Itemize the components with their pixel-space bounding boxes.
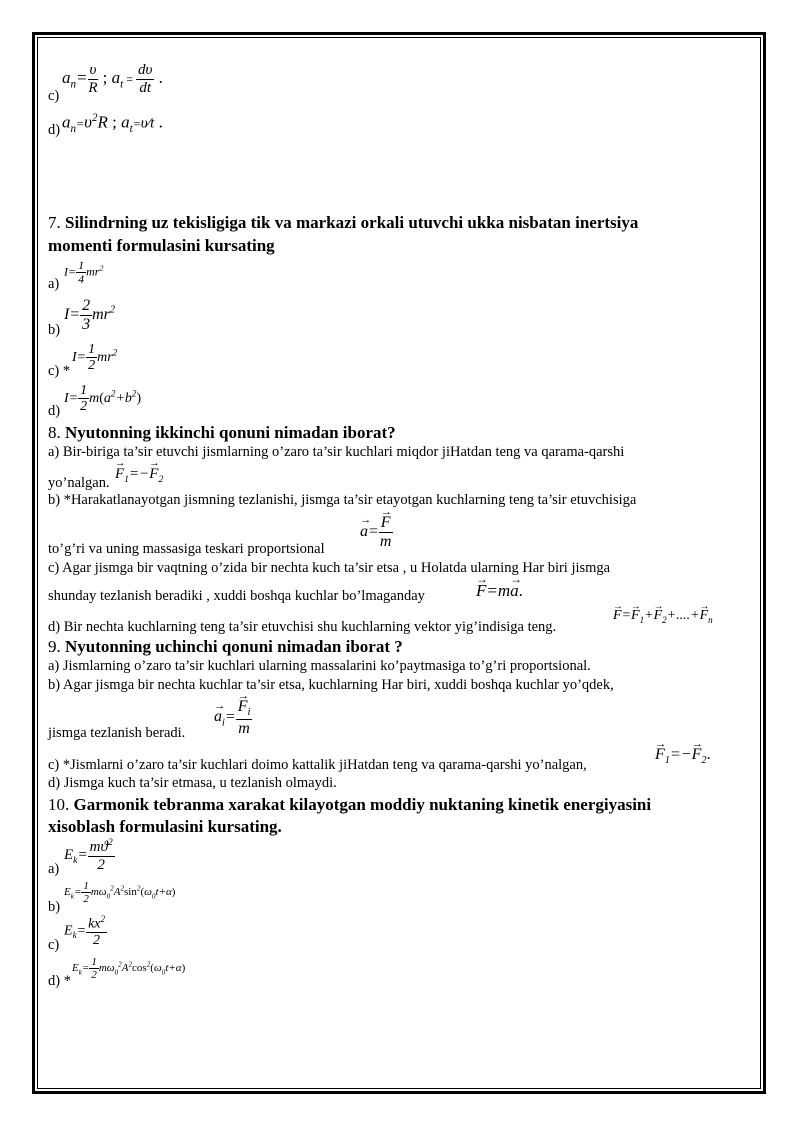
q10-question: 10. Garmonik tebranma xarakat kilayotgan moddiy nuktaning kinetik energiyasini: [48, 795, 652, 814]
q8-option-b-formula: → a= → $\frac{F}{m}$: [360, 514, 393, 550]
q8-option-a-line2: yo’nalgan.: [48, 475, 110, 491]
q9-option-c: c) *Jismlarni o’zaro ta’sir kuchlari doimo kattalik jiHatdan teng va qarama-qarshi yo’nalgan,: [48, 757, 587, 773]
q7-option-c-formula: I= $\frac{1}{2}$ $mr^2$: [72, 342, 118, 374]
q9-option-c-formula: → $F_1=-\to F_2$.: [655, 746, 711, 766]
q9-option-b: b) Agar jismga bir nechta kuchlar ta’sir etsa, kuchlarning Har biri, xuddi boshqa kuchlar yo’qdek,: [48, 677, 614, 693]
q8-option-c-formula: → F=m→ a.: [476, 581, 523, 601]
q8-option-b-line2: to’g’ri va uning massasiga teskari proportsional: [48, 541, 325, 557]
q8-option-b: b) *Harakatlanayotgan jismning tezlanishi, jismga ta’sir etayotgan kuchlarning teng ta’sir etuvchisiga: [48, 492, 637, 508]
q7-option-d-formula: I= $\frac{1}{2}$ $m(a^2+b^2)$: [64, 383, 142, 415]
q10-option-d-label: d) *: [48, 973, 71, 989]
q7-option-b-label: b): [48, 322, 61, 338]
q7-option-c-label: c) *: [48, 363, 71, 379]
q6-option-d-label: d): [48, 122, 61, 138]
q7-question: 7. Silindrning uz tekisligiga tik va markazi orkali utuvchi ukka nisbatan inertsiya: [48, 213, 639, 232]
q7-option-b-formula: I= $\frac{2}{3}$ $mr^2$: [64, 297, 116, 333]
q10-option-c-formula: $E_k=$ $\frac{kx^2}{2}$: [64, 914, 106, 949]
q10-option-d-formula: $E_k=$ $\frac{1}{2}$ $m\omega_0^2A^2\cos^2(\omega_0t+\alpha)$: [72, 956, 186, 982]
q7-option-a-formula: I= $\frac{1}{4}$ $mr^2$: [64, 258, 104, 287]
q10-question-line2: xisoblash formulasini kursating.: [48, 817, 282, 836]
q7-question-line2: momenti formulasini kursating: [48, 236, 275, 255]
q8-option-a: a) Bir-biriga ta’sir etuvchi jismlarning o’zaro ta’sir kuchlari miqdor jiHatdan teng va qarama-qarshi: [48, 444, 625, 460]
q8-option-d: d) Bir nechta kuchlarning teng ta’sir etuvchisi shu kuchlarning vektor yig’indisiga teng.: [48, 619, 557, 635]
q10-option-c-label: c): [48, 937, 60, 953]
q6-option-d-formula: $a_n=\upsilon^2R$ ; $a_t=\upsilon⁄t$ .: [62, 112, 163, 136]
q10-option-a-formula: $E_k=$ $\frac{mϑ^2}{2}$: [64, 837, 113, 873]
q9-option-d: d) Jismga kuch ta’sir etmasa, u tezlanish olmaydi.: [48, 775, 337, 791]
q6-option-c-formula: $a_n=$ $\frac{\upsilon}{R}$ ; $a_t$ = $\frac{d\upsilon}{dt}$ .: [62, 62, 163, 96]
q7-option-a-label: a): [48, 276, 60, 292]
q9-option-b-line2: jismga tezlanish beradi.: [48, 725, 186, 741]
q10-option-b-formula: $E_k=$ $\frac{1}{2}$ $m\omega_0^2A^2\sin^2(\omega_0t+\alpha)$: [64, 880, 176, 906]
q7-option-d-label: d): [48, 403, 61, 419]
q8-question: 8. Nyutonning ikkinchi qonuni nimadan iborat?: [48, 423, 396, 442]
q10-option-b-label: b): [48, 899, 61, 915]
q8-option-a-formula: → $F_1=-\to F_2$: [115, 466, 163, 485]
q8-option-c: c) Agar jismga bir vaqtning o’zida bir nechta kuch ta’sir etsa , u Holatda ularning Har biri jismga: [48, 560, 611, 576]
q10-option-a-label: a): [48, 861, 60, 877]
q9-option-b-formula: → $a_i=$ → $\frac{F_i}{m}$: [214, 698, 252, 737]
q9-question: 9. Nyutonning uchinchi qonuni nimadan iborat ?: [48, 637, 403, 656]
q8-option-d-formula: → $F=\to F_1+\to F_2+....+\to F_n$: [613, 608, 713, 625]
q6-option-c-label: c): [48, 88, 60, 104]
q9-option-a: a) Jismlarning o’zaro ta’sir kuchlari ularning massalarini ko’paytmasiga to’g’ri proportsional.: [48, 658, 591, 674]
q8-option-c-line2: shunday tezlanish beradiki , xuddi boshqa kuchlar bo’lmaganday: [48, 588, 425, 604]
